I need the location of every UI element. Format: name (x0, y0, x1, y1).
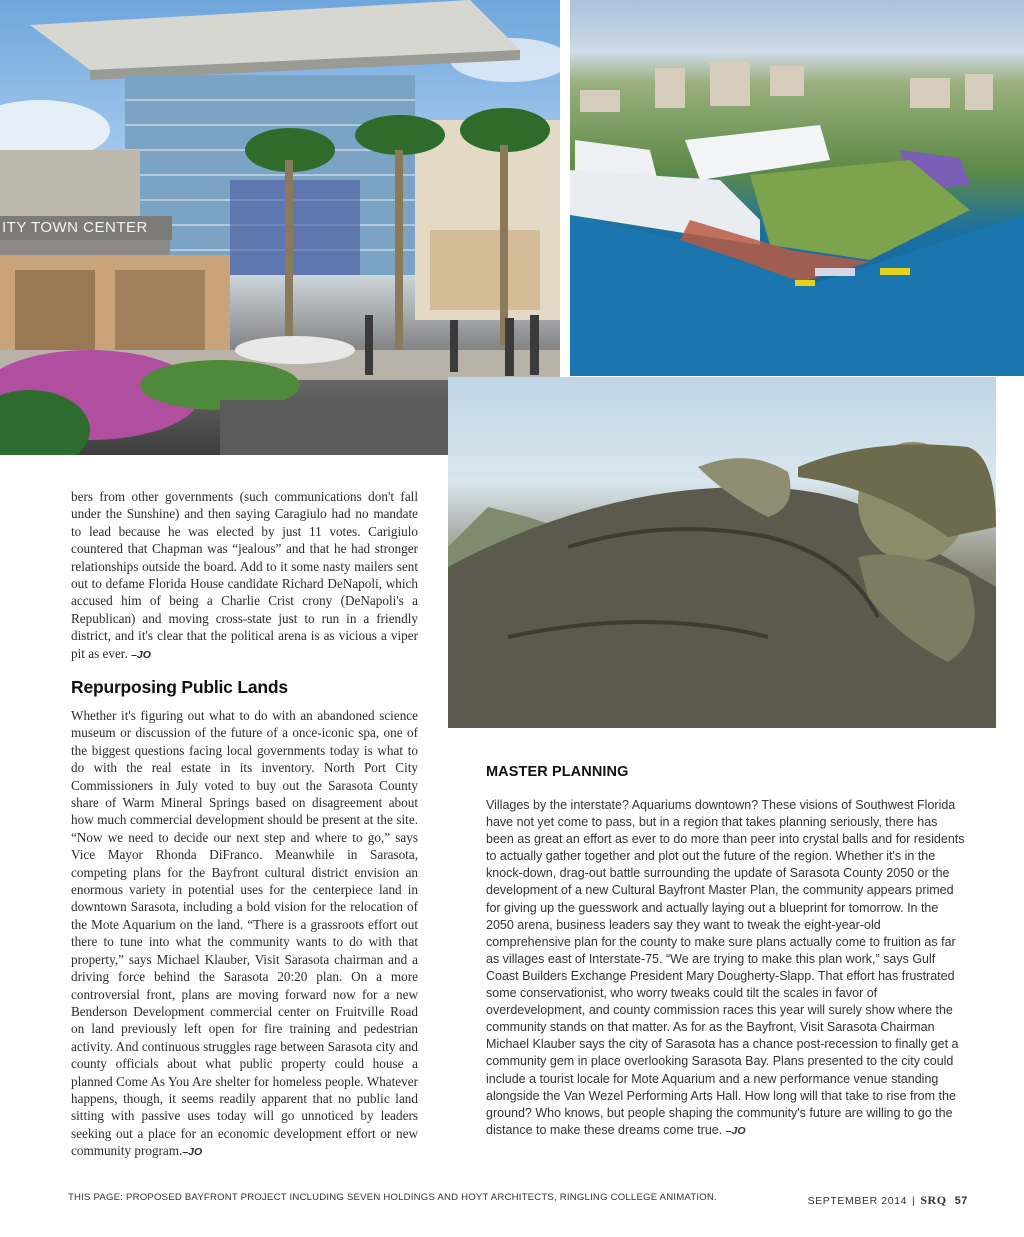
section-body-repurposing-public-lands (71, 707, 418, 1162)
folio-separator: | (912, 1195, 916, 1207)
town-center-sign: ITY TOWN CENTER (2, 219, 148, 236)
issue-date: SEPTEMBER 2014 (807, 1195, 908, 1207)
intro-signature: –JO (131, 648, 151, 661)
photo-credit-caption: THIS PAGE: PROPOSED BAYFRONT PROJECT INCLUDING SEVEN HOLDINGS AND HOYT ARCHITECTS, RINGLING COLLEGE ANIMATION. (68, 1192, 717, 1203)
section1-text: Whether it's figuring out what to do with an abandoned science museum or discussion of the future of a once-iconic spa, one of the biggest questions facing local governments today is what to do with the real estate in its inventory. North Port City Commissioners in July voted to buy out the Sarasota County share of Warm Mineral Springs based on disagreement about how much commercial development should be present at the site. “Now we need to decide our next step and where to go,” says Vice Mayor Rhonda DiFranco. Meanwhile in Sarasota, competing plans for the Bayfront cultural district envision an enormous variety in potential uses for the centerpiece land in downtown Sarasota, including a bold vision for the relocation of the Mote Aquarium on the land. “There is a grassroots effort out there to tune into what the community wants to do with that property,” says Michael Klauber, Visit Sarasota chairman and a driving force behind the Sarasota 20:20 plan. On a more controversial front, plans are moving forward now for a new Benderson Development commercial center on Fruitville Road on land previously left open for fire training and pedestrian activity. And continuous struggles rage between Sarasota city and county officials about what public property could house a planned Come As You Are shelter for homeless people. Whatever happens, though, it seems readily apparent that no public land sitting with passive uses today will go unnoticed by leaders seeking out a place for an economic development effort or new community program. (71, 708, 418, 1159)
intro-text: bers from other governments (such communications don't fall under the Sunshine) and then saying Caragiulo had no mandate to lead because he was elected by just 11 votes. Carigiulo countered that Chapman was “jealous” and that he had stronger relationships outside the board. Add to it some nasty mailers sent out to defame Florida House candidate Richard DeNapoli, which accused him of being a Charlie Crist crony (DeNapoli's a Republican) and moving cross-state just to run in a friendly district, and it's clear that the political arena is as vicious a viper pit as ever. (71, 489, 418, 661)
animated-turtle-still-photo (448, 377, 996, 728)
section-heading-repurposing-public-lands: Repurposing Public Lands (71, 677, 288, 697)
turtle-illustration (448, 377, 996, 728)
magazine-name: SRQ (920, 1193, 947, 1207)
bayfront-aerial-rendering-photo (570, 0, 1024, 376)
bayfront-illustration (570, 0, 1024, 376)
section2-signature: –JO (725, 1124, 746, 1137)
section-heading-master-planning: MASTER PLANNING (486, 764, 629, 780)
section-body-master-planning (486, 797, 966, 1140)
page-number: 57 (954, 1195, 968, 1207)
intro-paragraph (71, 488, 418, 664)
section1-signature: –JO (182, 1146, 203, 1159)
page-folio (808, 1193, 968, 1208)
section2-text: Villages by the interstate? Aquariums downtown? These visions of Southwest Florida have not yet come to pass, but in a region that takes planning seriously, there has been as great an effort as ever to do more than peer into crystal balls and for residents to actually gather together and plot out the future of the region. Whether it's in the knock-down, drag-out battle surrounding the update of Sarasota County 2050 or the development of a new Cultural Bayfront Master Plan, the community appears primed for giving up the guesswork and actually laying out a blueprint for tomorrow. In the 2050 arena, business leaders say they want to tweak the eight-year-old comprehensive plan for the county to make sure plans actually come to fruition as far as villages east of Interstate-75. “We are trying to make this plan work,” says Gulf Coast Builders Exchange President Mary Dougherty-Slapp. That effort has frustrated some conservationist, who worry tweaks could tilt the scales in favor of overdevelopment, and county commission races this year will surely show where the community stands on that matter. As for as the Bayfront, Visit Sarasota Chairman Michael Klauber says the city of Sarasota has a chance post-recession to finally get a community gem in place overlooking Sarasota Bay. Plans presented to the city could include a tourist locale for Mote Aquarium and a new performance venue standing alongside the Van Wezel Performing Arts Hall. How long will that take to rise from the ground? Who knows, but people shaping the community's future are willing to go the distance to make these dreams come true. (486, 798, 965, 1137)
